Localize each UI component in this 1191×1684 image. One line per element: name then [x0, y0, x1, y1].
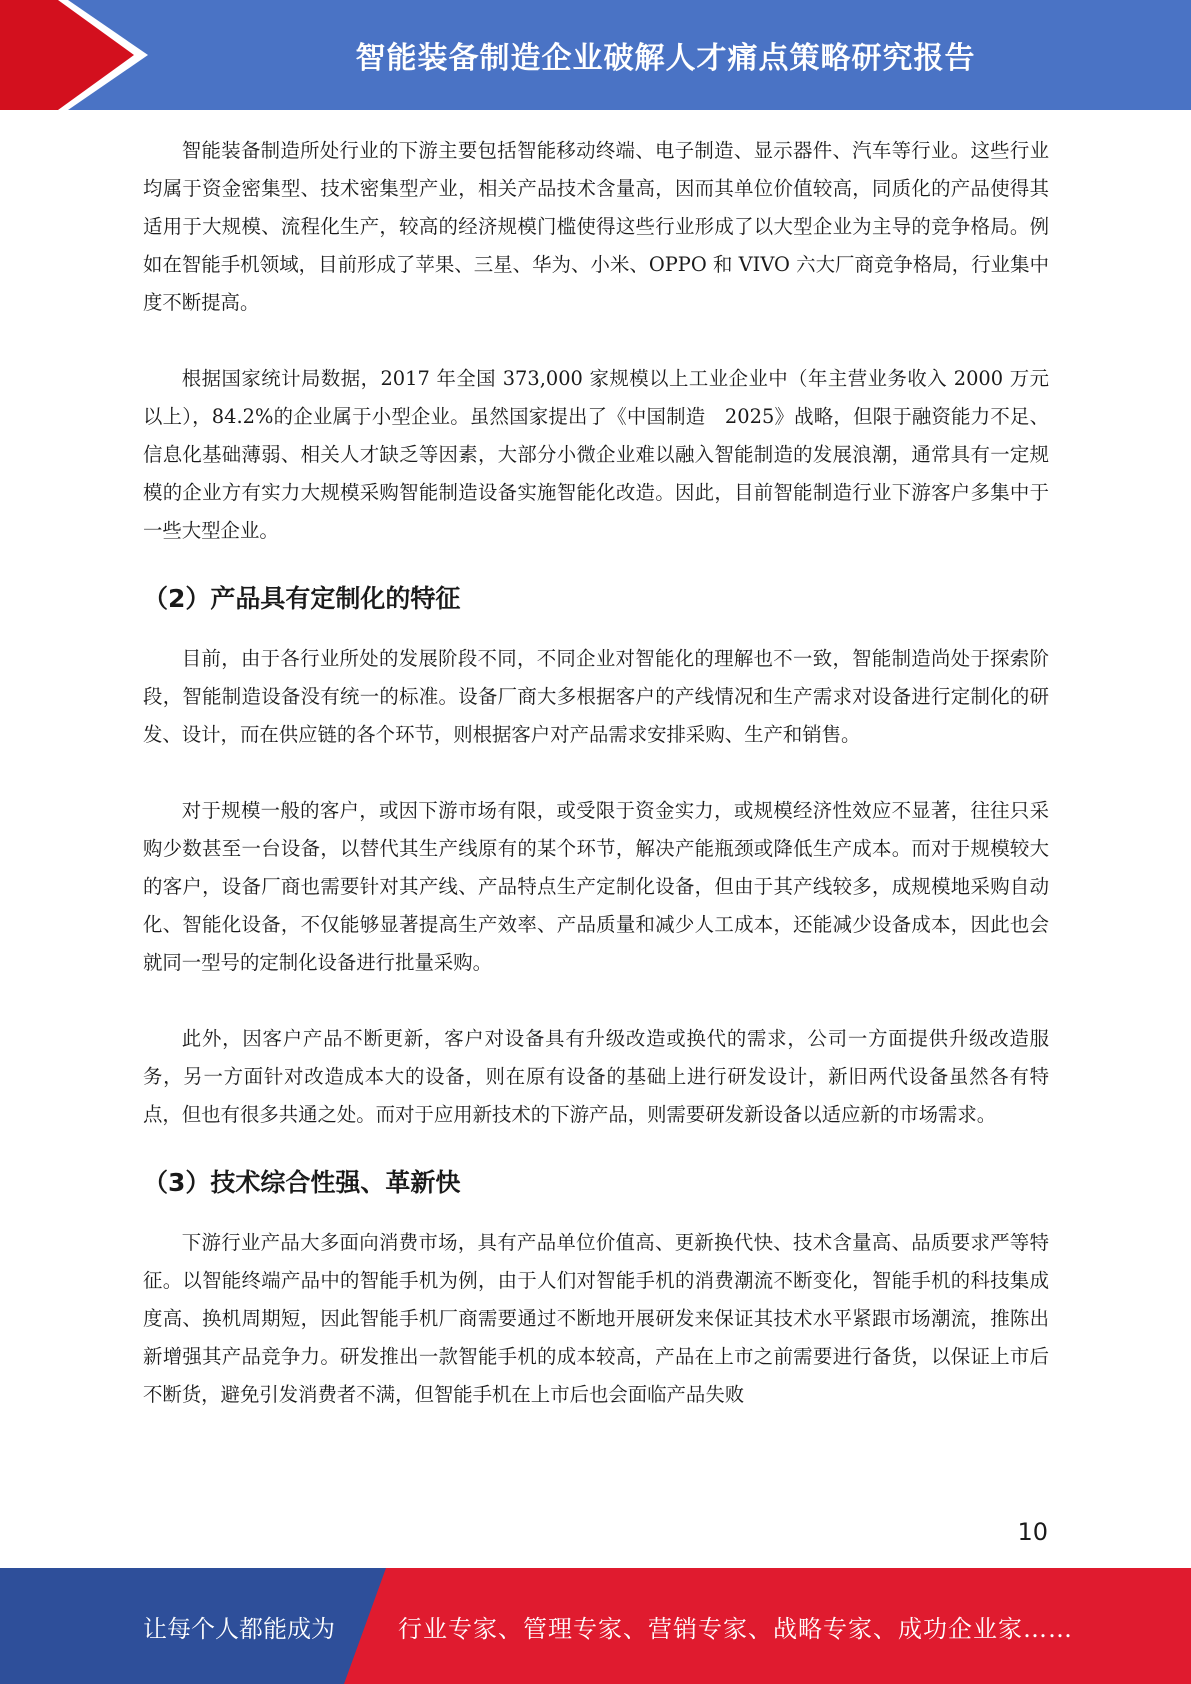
footer-slogan-roles: 行业专家、管理专家、营销专家、战略专家、成功企业家…… [398, 1614, 1073, 1643]
section-heading-customization: （2）产品具有定制化的特征 [143, 584, 461, 613]
header-banner [0, 0, 1191, 110]
page-number: 10 [1017, 1518, 1048, 1546]
footer-slogan-lead: 让每个人都能成为 [143, 1614, 335, 1643]
report-title: 智能装备制造企业破解人才痛点策略研究报告 [355, 41, 976, 76]
chevron-arrow-icon [0, 0, 160, 110]
paragraph-customer-scale: 对于规模一般的客户，或因下游市场有限，或受限于资金实力，或规模经济性效应不显著，往往只采购少数甚至一台设备，以替代其生产线原有的某个环节，解决产能瓶颈或降低生产成本。而对于规模较大的客户，设备厂商也需要针对其产线、产品特点生产定制化设备，但由于其产线较多，成规模地采购自动化、智能化设备，不仅能够显著提高生产效率、产品质量和减少人工成本，还能减少设备成本，因此也会就同一型号的定制化设备进行批量采购。 [143, 799, 1049, 974]
paragraph-downstream-industries: 智能装备制造所处行业的下游主要包括智能移动终端、电子制造、显示器件、汽车等行业。这些行业均属于资金密集型、技术密集型产业，相关产品技术含量高，因而其单位价值较高，同质化的产品使得其适用于大规模、流程化生产，较高的经济规模门槛使得这些行业形成了以大型企业为主导的竞争格局。例如在智能手机领域，目前形成了苹果、三星、华为、小米、OPPO 和 VIVO 六大厂商竞争格局，行业集中度不断提高。 [143, 139, 1049, 314]
paragraph-consumer-market: 下游行业产品大多面向消费市场，具有产品单位价值高、更新换代快、技术含量高、品质要求严等特征。以智能终端产品中的智能手机为例，由于人们对智能手机的消费潮流不断变化，智能手机的科技集成度高、换机周期短，因此智能手机厂商需要通过不断地开展研发来保证其技术水平紧跟市场潮流，推陈出新增强其产品竞争力。研发推出一款智能手机的成本较高，产品在上市之前需要进行备货，以保证上市后不断货，避免引发消费者不满，但智能手机在上市后也会面临产品失败 [143, 1231, 1049, 1406]
section-heading-technology: （3）技术综合性强、革新快 [143, 1168, 461, 1197]
paragraph-current-stage: 目前，由于各行业所处的发展阶段不同，不同企业对智能化的理解也不一致，智能制造尚处于探索阶段，智能制造设备没有统一的标准。设备厂商大多根据客户的产线情况和生产需求对设备进行定制化的研发、设计，而在供应链的各个环节，则根据客户对产品需求安排采购、生产和销售。 [143, 647, 1049, 746]
paragraph-upgrade-service: 此外，因客户产品不断更新，客户对设备具有升级改造或换代的需求，公司一方面提供升级改造服务，另一方面针对改造成本大的设备，则在原有设备的基础上进行研发设计，新旧两代设备虽然各有特点，但也有很多共通之处。而对于应用新技术的下游产品，则需要研发新设备以适应新的市场需求。 [143, 1027, 1049, 1126]
paragraph-statistics: 根据国家统计局数据，2017 年全国 373,000 家规模以上工业企业中（年主营业务收入 2000 万元以上），84.2%的企业属于小型企业。虽然国家提出了《中国制造 2025》战略，但限于融资能力不足、信息化基础薄弱、相关人才缺乏等因素，大部分小微企业难以融入智能制造的发展浪潮，通常具有一定规模的企业方有实力大规模采购智能制造设备实施智能化改造。因此，目前智能制造行业下游客户多集中于一些大型企业。 [143, 367, 1049, 542]
footer-banner [0, 1568, 1191, 1684]
document-body [143, 132, 1049, 1414]
